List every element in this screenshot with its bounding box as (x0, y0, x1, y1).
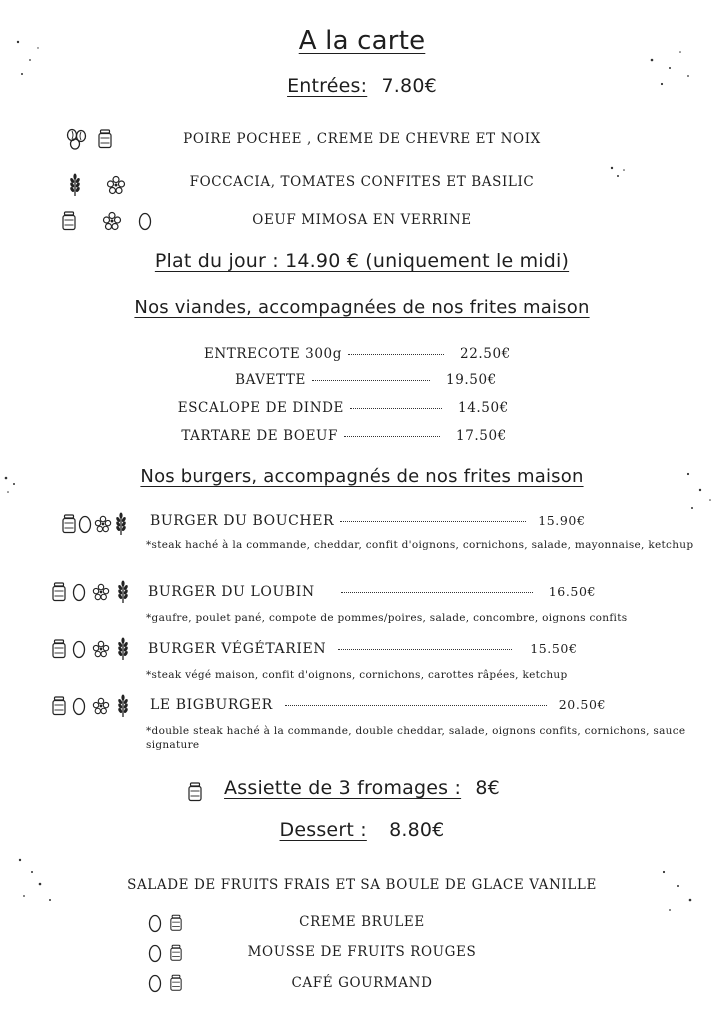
wheat-icon (116, 694, 130, 718)
egg-icon (72, 582, 86, 602)
burger-price: 15.50€ (530, 641, 578, 656)
egg-icon (78, 514, 92, 534)
fromages-heading (0, 777, 724, 799)
burger-price: 16.50€ (548, 584, 597, 599)
burger-row (150, 513, 586, 529)
burger-price: 20.50€ (558, 697, 607, 712)
dot-leader (312, 379, 430, 381)
meat-name: BAVETTE (235, 372, 306, 388)
entree-item: OEUF MIMOSA EN VERRINE (252, 212, 472, 228)
burger-name: BURGER VÉGÉTARIEN (148, 641, 327, 657)
burger-description: *steak végé maison, confit d'oignons, cornichons, carottes râpées, ketchup (146, 669, 568, 681)
wheat-icon (116, 580, 130, 604)
meat-name: ESCALOPE DE DINDE (177, 400, 344, 416)
entree-item: FOCCACIA, TOMATES CONFITES ET BASILIC (189, 174, 535, 190)
burger-description: *double steak haché à la commande, double cheddar, salade, oignons confits, cornichons, sauce signature (146, 725, 686, 751)
dot-leader (338, 648, 512, 650)
burger-row (150, 697, 606, 713)
dessert-item: CAFÉ GOURMAND (291, 975, 433, 991)
burger-row (148, 641, 578, 657)
dot-leader (344, 435, 440, 437)
meat-price: 22.50€ (460, 346, 511, 362)
dot-leader (348, 353, 444, 355)
meat-row (148, 428, 507, 444)
entrees-heading (0, 75, 724, 97)
burger-name: BURGER DU BOUCHER (150, 513, 335, 529)
burger-4-allergens (52, 694, 130, 718)
dessert-item: SALADE DE FRUITS FRAIS ET SA BOULE DE GLACE VANILLE (127, 877, 597, 893)
burger-1-allergens (62, 512, 128, 536)
viandes-heading: Nos viandes, accompagnées de nos frites maison (134, 297, 590, 318)
dessert-heading-label: Dessert : (279, 819, 367, 841)
burger-description: *steak haché à la commande, cheddar, confit d'oignons, cornichons, salade, mayonnaise, ketchup (146, 539, 694, 551)
burger-price: 15.90€ (538, 513, 586, 528)
burger-2-allergens (52, 580, 130, 604)
cheese-jar-icon (62, 514, 76, 534)
fromages-heading-label: Assiette de 3 fromages : (224, 777, 462, 799)
meat-row (154, 400, 509, 416)
fromages-price: 8€ (475, 777, 500, 799)
dessert-item: MOUSSE DE FRUITS ROUGES (247, 944, 477, 960)
meat-name: ENTRECOTE 300g (203, 346, 342, 362)
flower-icon (94, 515, 112, 533)
flower-icon (92, 583, 110, 601)
cheese-jar-icon (52, 582, 66, 602)
dessert-price: 8.80€ (389, 819, 445, 841)
plat-du-jour-heading: Plat du jour : 14.90 € (uniquement le midi) (154, 250, 570, 272)
entree-item: POIRE POCHEE , CREME DE CHEVRE ET NOIX (183, 131, 541, 147)
burger-name: LE BIGBURGER (150, 697, 273, 713)
dot-leader (341, 591, 533, 593)
burger-name: BURGER DU LOUBIN (148, 584, 315, 600)
dot-leader (350, 407, 442, 409)
flower-icon (92, 640, 110, 658)
meat-row (152, 346, 511, 362)
dessert-item: CREME BRULEE (299, 914, 425, 930)
cheese-jar-icon (52, 639, 66, 659)
egg-icon (72, 639, 86, 659)
meat-price: 19.50€ (446, 372, 497, 388)
burger-description: *gaufre, poulet pané, compote de pommes/poires, salade, concombre, oignons confits (146, 612, 628, 624)
flower-icon (92, 697, 110, 715)
entrees-heading-label: Entrées: (287, 75, 368, 97)
wheat-icon (116, 637, 130, 661)
meat-name: TARTARE DE BOEUF (181, 428, 338, 444)
entrees-price: 7.80€ (381, 75, 437, 97)
burgers-heading: Nos burgers, accompagnés de nos frites maison (140, 466, 584, 487)
page-title: A la carte (298, 26, 426, 56)
meat-price: 14.50€ (458, 400, 509, 416)
dessert-heading (0, 819, 724, 841)
meat-price: 17.50€ (456, 428, 507, 444)
dot-leader (340, 520, 526, 522)
wheat-icon (114, 512, 128, 536)
egg-icon (72, 696, 86, 716)
dot-leader (285, 704, 547, 706)
burger-3-allergens (52, 637, 130, 661)
burger-row (148, 584, 596, 600)
cheese-jar-icon (52, 696, 66, 716)
meat-row (116, 372, 497, 388)
